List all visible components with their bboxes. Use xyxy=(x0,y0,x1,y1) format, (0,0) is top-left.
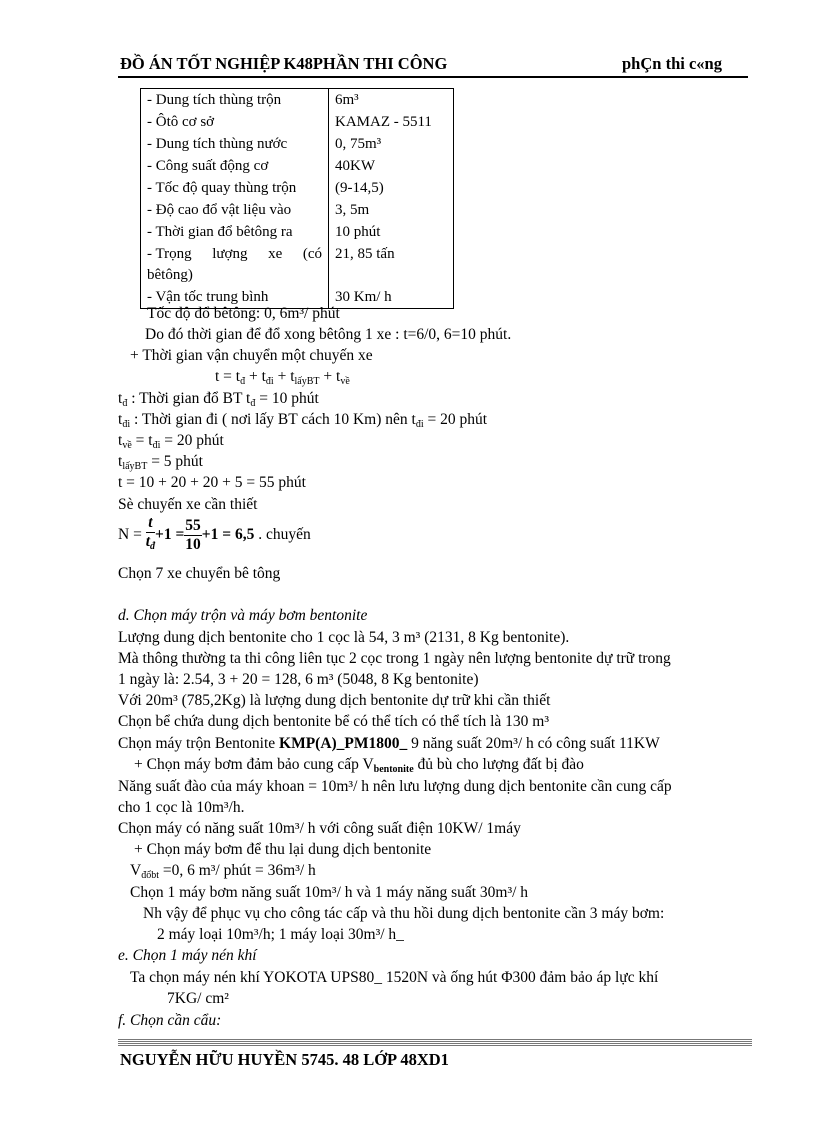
footer-author: NGUYỄN HỮU HUYỀN 5745. 48 LỚP 48XD1 xyxy=(120,1050,449,1069)
trips-formula xyxy=(118,514,311,556)
spec-value: 0, 75m³ xyxy=(329,133,454,155)
paragraph: Chọn 1 máy bơm năng suất 10m³/ h và 1 máy năng suất 30m³/ h xyxy=(130,884,529,901)
paragraph: Nh vậy để phục vụ cho công tác cấp và thu hồi dung dịch bentonite cần 3 máy bơm: xyxy=(143,905,665,922)
section-f-title: f. Chọn cần cẩu: xyxy=(118,1012,222,1029)
section-d-title: d. Chọn máy trộn và máy bơm bentonite xyxy=(118,607,368,624)
spec-value: 40KW xyxy=(329,155,454,177)
spec-label-word: (có xyxy=(302,246,322,262)
spec-value: 6m³ xyxy=(329,89,454,112)
spec-label: - Thời gian đổ bêtông ra xyxy=(141,221,329,243)
spec-label: - Dung tích thùng nước xyxy=(141,133,329,155)
paragraph: Ta chọn máy nén khí YOKOTA UPS80_ 1520N và ống hút Φ300 đảm bảo áp lực khí xyxy=(130,969,659,986)
paragraph: Năng suất đào của máy khoan = 10m³/ h nên lưu lượng dung dịch bentonite cần cung cấp xyxy=(118,778,672,795)
formula-result: +1 = 6,5 xyxy=(201,526,255,543)
return-time-def: $t_{về} = t_{đi} = 20$ phút xyxy=(118,432,224,451)
spec-value: 30 Km/ h xyxy=(329,286,454,309)
table-row xyxy=(141,155,454,177)
spec-value: KAMAZ - 5511 xyxy=(329,111,454,133)
paragraph: 2 máy loại 10m³/h; 1 máy loại 30m³/ h_ xyxy=(157,926,404,943)
spec-label: - Công suất động cơ xyxy=(141,155,329,177)
pour-time-def: $t_đ$ : Thời gian đổ BT $t_đ = 10$ phút xyxy=(118,390,319,409)
spec-label: - Độ cao đổ vật liệu vào xyxy=(141,199,329,221)
formula-mid: +1 = xyxy=(155,526,185,543)
spec-label: - Ôtô cơ sở xyxy=(141,111,329,133)
paragraph: Mà thông thường ta thi công liên tục 2 cọc trong 1 ngày nên lượng bentonite dự trữ trong xyxy=(118,650,671,667)
spec-label: - Vận tốc trung bình xyxy=(141,286,329,309)
pump-supply-line: + Chọn máy bơm đảm bảo cung cấp $V_{bentonite}$ đủ bù cho lượng đất bị đào xyxy=(134,756,584,775)
paragraph: Với 20m³ (785,2Kg) là lượng dung dịch bentonite dự trữ khi cần thiết xyxy=(118,692,551,709)
header-rule xyxy=(118,76,748,78)
paragraph: Chọn bể chứa dung dịch bentonite bể có thể tích có thể tích là 130 m³ xyxy=(118,713,550,730)
spec-label: - Tốc độ quay thùng trộn xyxy=(141,177,329,199)
paragraph: Lượng dung dịch bentonite cho 1 cọc là 54, 3 m³ (2131, 8 Kg bentonite). xyxy=(118,629,570,646)
spec-label-justified xyxy=(147,244,322,265)
table-row xyxy=(141,221,454,243)
formula-lhs: N = xyxy=(118,526,142,543)
spec-label-word: xe xyxy=(268,246,283,262)
transport-time-formula: $t = t_đ + t_{đi} + t_{lấyBT} + t_{về}$ xyxy=(215,368,350,387)
paragraph: + Chọn máy bơm để thu lại dung dịch bentonite xyxy=(134,841,432,858)
total-time-line: t = 10 + 20 + 20 + 5 = 55 phút xyxy=(118,474,306,491)
paragraph: cho 1 cọc là 10m³/h. xyxy=(118,799,245,816)
footer-rule xyxy=(118,1039,752,1047)
paragraph: Chọn máy có năng suất 10m³/ h với công suất điện 10KW/ 1máy xyxy=(118,820,521,837)
spec-value: 3, 5m xyxy=(329,199,454,221)
paragraph: 7KG/ cm² xyxy=(167,990,229,1007)
spec-label xyxy=(141,243,329,286)
transport-time-heading: + Thời gian vận chuyển một chuyến xe xyxy=(130,347,373,364)
mixer-choice-line: Chọn máy trộn Bentonite KMP(A)_PM1800_ 9 năng suất 20m³/ h có công suất 11KW xyxy=(118,735,660,752)
pour-volume-line: $V_{đổbt} =0$, 6 m³/ phút = 36m³/ h xyxy=(130,862,316,881)
spec-value: 10 phút xyxy=(329,221,454,243)
pour-rate-line: Tốc độ đổ bêtông: 0, 6m³/ phút xyxy=(147,305,340,322)
pour-time-line: Do đó thời gian để đổ xong bêtông 1 xe : t=6/0, 6=10 phút. xyxy=(145,326,512,343)
truck-spec-table xyxy=(140,88,454,309)
header-section: phÇn thi c«ng xyxy=(622,54,722,73)
table-row xyxy=(141,111,454,133)
table-row xyxy=(141,177,454,199)
table-row xyxy=(141,243,454,286)
spec-label-word: - Trọng xyxy=(147,246,192,262)
spec-value: 21, 85 tấn xyxy=(329,243,454,286)
section-e-title: e. Chọn 1 máy nén khí xyxy=(118,947,257,964)
table-row xyxy=(141,89,454,112)
fraction-t-over-td: $\frac{t}{t_đ}$ xyxy=(145,514,155,552)
formula-unit: . chuyến xyxy=(258,526,311,543)
trips-needed-heading: Sè chuyến xe cần thiết xyxy=(118,496,258,513)
table-row xyxy=(141,199,454,221)
spec-label: - Dung tích thùng trộn xyxy=(141,89,329,112)
spec-label-word: lượng xyxy=(212,246,248,262)
table-row xyxy=(141,133,454,155)
header-title: ĐỒ ÁN TỐT NGHIỆP K48PHẦN THI CÔNG xyxy=(120,54,448,73)
travel-time-def: $t_{đi}$ : Thời gian đi ( nơi lấy BT cách 10 Km) nên $t_{đi} = 20$ phút xyxy=(118,411,488,430)
paragraph: 1 ngày là: 2.54, 3 + 20 = 128, 6 m³ (5048, 8 Kg bentonite) xyxy=(118,671,479,688)
spec-value: (9-14,5) xyxy=(329,177,454,199)
chosen-trucks-line: Chọn 7 xe chuyển bê tông xyxy=(118,565,281,582)
fraction-55-over-10: $\frac{55}{10}$ xyxy=(185,516,201,553)
spec-label-word: bêtông) xyxy=(147,267,193,283)
loading-time-def: $t_{lấyBT} = 5$ phút xyxy=(118,453,203,472)
